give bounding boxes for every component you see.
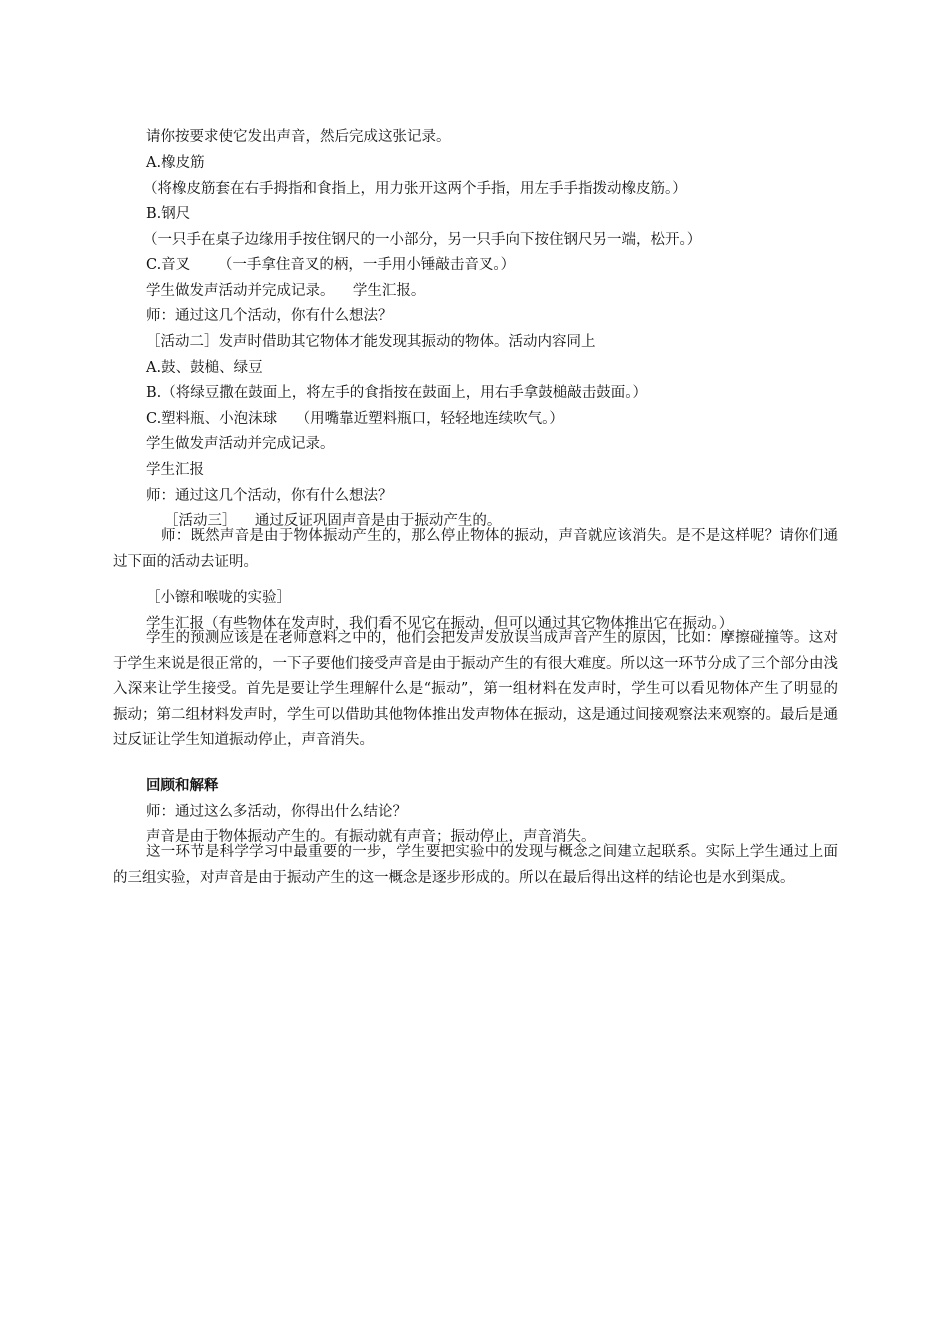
text-line: C.塑料瓶、小泡沫球 （用嘴靠近塑料瓶口，轻轻地连续吹气。） xyxy=(146,411,564,427)
text-line: B.钢尺 xyxy=(146,206,191,222)
text-line: ［小镲和喉咙的实验］ xyxy=(146,590,291,606)
text-line: （将橡皮筋套在右手拇指和食指上，用力张开这两个手指，用左手手指拨动橡皮筋。） xyxy=(143,181,687,197)
paragraph: 这一环节是科学学习中最重要的一步，学生要把实验中的发现与概念之间建立起联系。实际上学生通过上面的三组实验，对声音是由于振动产生的这一概念是逐步形成的。所以在最后得出这样的结论也是水到渠成。 xyxy=(113,844,838,886)
paragraph: 师：既然声音是由于物体振动产生的，那么停止物体的振动，声音就应该消失。是不是这样呢？请你们通过下面的活动去证明。 xyxy=(113,528,838,570)
text-line: 学生汇报 xyxy=(146,462,204,478)
text-line: 师：通过这么多活动，你得出什么结论？ xyxy=(146,804,407,820)
text-line: 学生汇报（有些物体在发声时，我们看不见它在振动，但可以通过其它物体推出它在振动。） xyxy=(146,616,734,632)
section-heading: 回顾和解释 xyxy=(146,778,219,794)
paragraph: 学生的预测应该是在老师意料之中的，他们会把发声发放误当成声音产生的原因，比如：摩擦碰撞等。这对于学生来说是很正常的，一下子要他们接受声音是由于振动产生的有很大难度。所以这一环节分成了三个部分由浅入深来让学生接受。首先是要让学生理解什么是“振动”，第一组材料在发声时，学生可以看见物体产生了明显的振动；第二组材料发声时，学生可以借助其他物体推出发声物体在振动，这是通过间接观察法来观察的。最后是通过反证让学生知道振动停止，声音消失。 xyxy=(113,630,838,749)
text-line: C.音叉 （一手拿住音叉的柄，一手用小锤敲击音叉。） xyxy=(146,257,516,273)
text-line: 学生做发声活动并完成记录。 学生汇报。 xyxy=(146,283,426,299)
text-line: 师：通过这几个活动，你有什么想法？ xyxy=(146,308,393,324)
text-line: 师：通过这几个活动，你有什么想法？ xyxy=(146,488,393,504)
text-line: 声音是由于物体振动产生的。有振动就有声音；振动停止，声音消失。 xyxy=(146,829,596,845)
text-line: ［活动二］发声时借助其它物体才能发现其振动的物体。活动内容同上 xyxy=(146,334,596,350)
text-line: （一只手在桌子边缘用手按住钢尺的一小部分，另一只手向下按住钢尺另一端，松开。） xyxy=(143,232,702,248)
text-line: 请你按要求使它发出声音，然后完成这张记录。 xyxy=(146,129,451,145)
text-line: A.鼓、鼓槌、绿豆 xyxy=(146,360,263,376)
text-line: B.（将绿豆撒在鼓面上，将左手的食指按在鼓面上，用右手拿鼓槌敲击鼓面。） xyxy=(146,385,648,401)
text-line: A.橡皮筋 xyxy=(146,155,205,171)
text-line: ［活动三］ 通过反证巩固声音是由于振动产生的。 xyxy=(164,513,502,529)
text-line: 学生做发声活动并完成记录。 xyxy=(146,436,335,452)
